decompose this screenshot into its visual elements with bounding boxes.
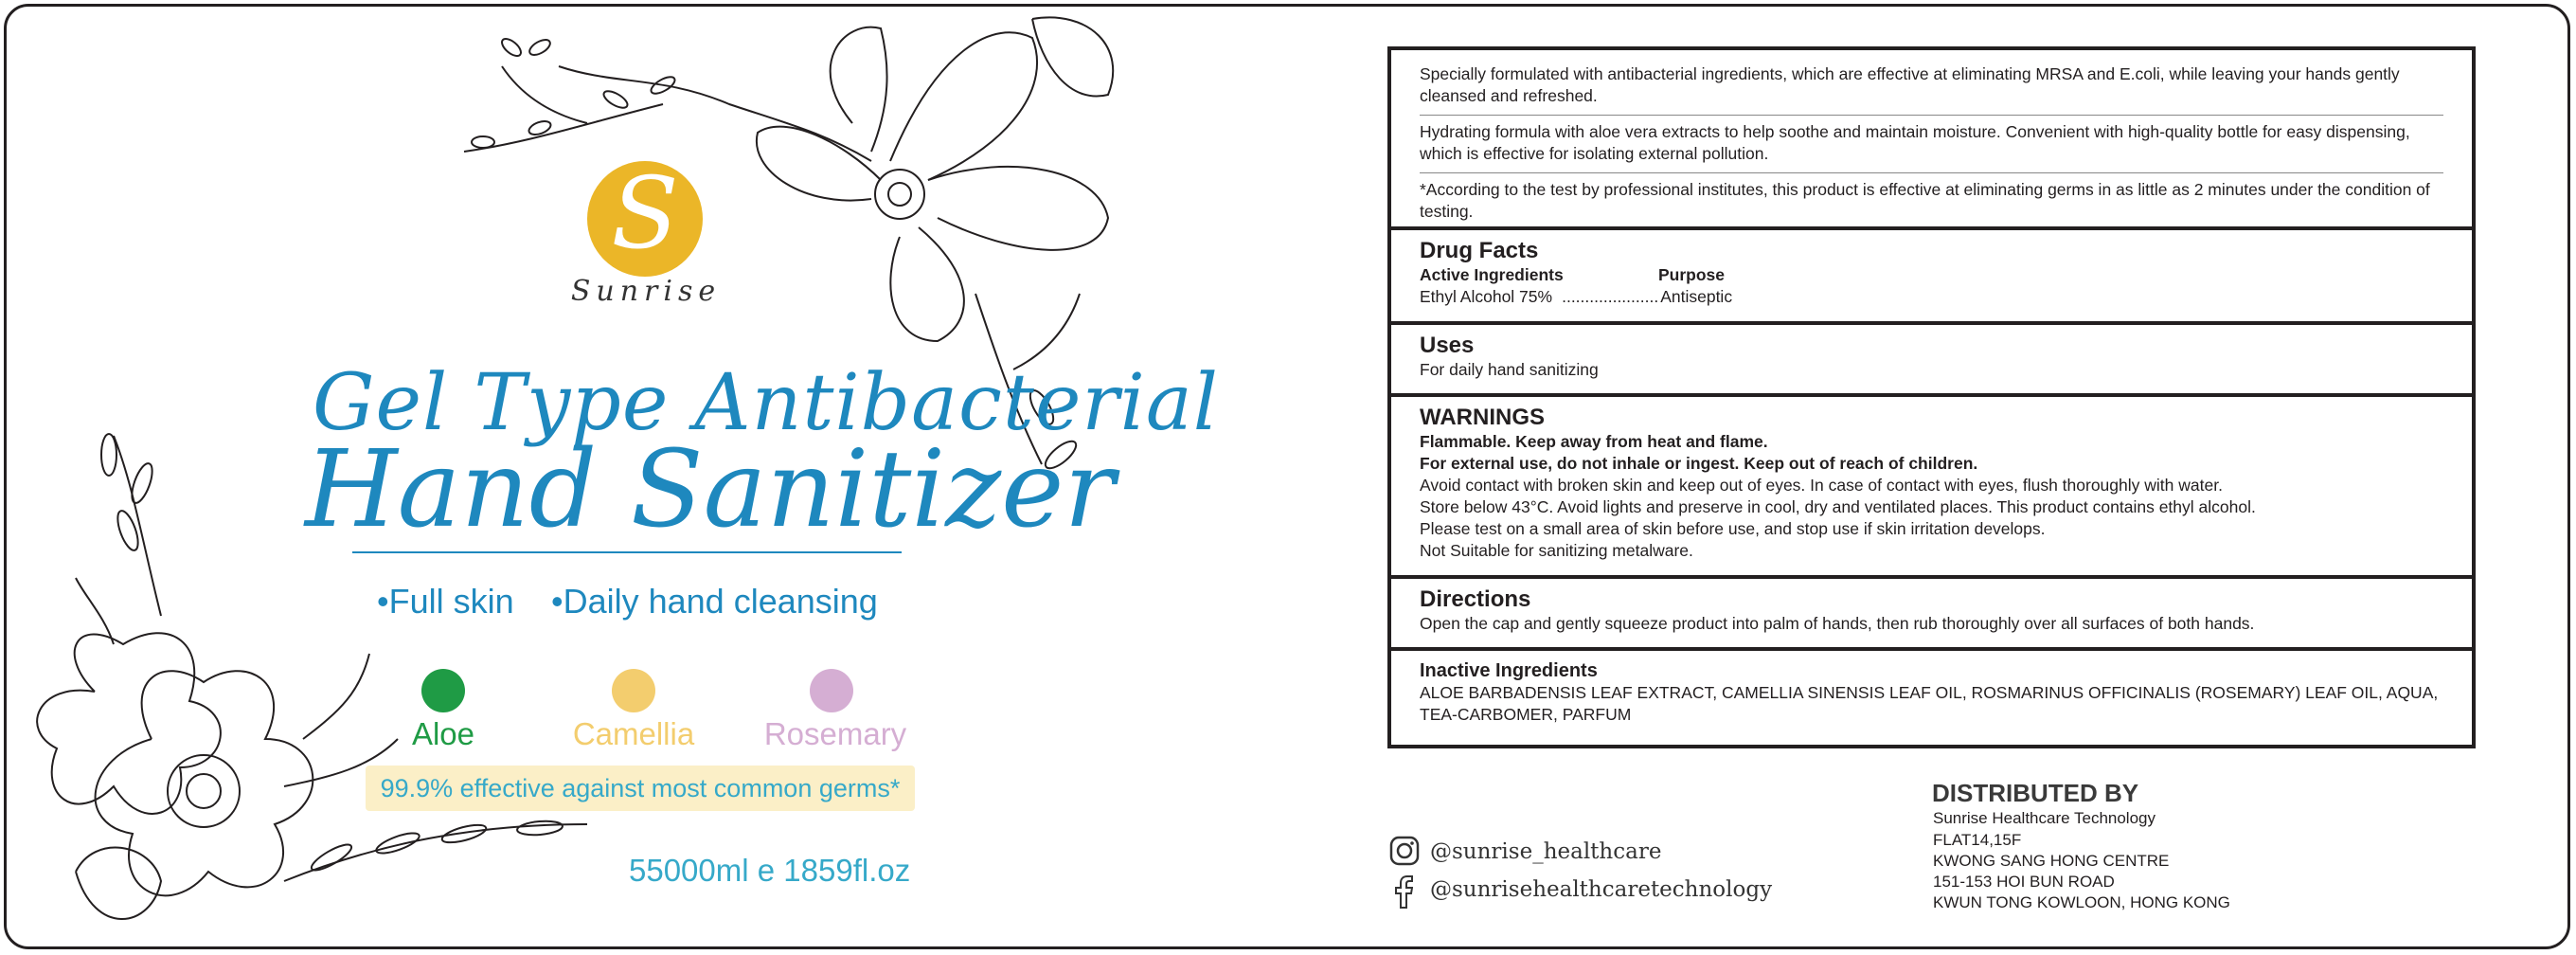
title-divider [352,551,902,553]
directions-heading: Directions [1420,586,1531,612]
warnings-heading: WARNINGS [1420,405,1545,430]
product-volume: 55000ml e 1859fl.oz [629,853,911,888]
product-title-line2: Hand Sanitizer [305,428,1115,551]
warning-flammable: Flammable. Keep away from heat and flame. [1420,432,1768,451]
distributor-address-1: FLAT14,15F [1933,831,2022,849]
warning-line-1: Avoid contact with broken skin and keep out of eyes. In case of contact with eyes, flush thoroughly with water. [1420,476,2223,495]
intro-paragraph-2: Hydrating formula with aloe vera extracts to help soothe and maintain moisture. Convenient with high-quality bottle for easy dispensing, which is effective for isolating external pollution. [1420,122,2410,163]
facebook-handle: @sunrisehealthcaretechnology [1430,877,1773,902]
intro-paragraph-1: Specially formulated with antibacterial ingredients, which are effective at eliminating MRSA and E.coli, while leaving your hands gently cleansed and refreshed. [1420,64,2400,105]
warning-line-2: Store below 43°C. Avoid lights and preserve in cool, dry and ventilated places. This product contains ethyl alcohol. [1420,497,2256,516]
aloe-label: Aloe [411,716,475,751]
intro-divider [1420,115,2443,116]
drug-facts-section [1391,230,2472,325]
distributor-address-4: KWUN TONG KOWLOON, HONG KONG [1933,893,2230,911]
brand-initial: S [611,155,679,271]
aloe-dot [421,669,465,712]
product-title-line1: Gel Type Antibacterial [313,358,1219,448]
warning-line-3: Please test on a small area of skin before use, and stop use if skin irritation develops. [1420,519,2046,538]
directions-text: Open the cap and gently squeeze product into palm of hands, then rub thoroughly over all surfaces of both hands. [1420,614,2255,633]
warning-external-use: For external use, do not inhale or ingest. Keep out of reach of children. [1420,454,1978,473]
instagram-icon [1389,836,1420,866]
brand-logo [587,155,703,277]
rosemary-label: Rosemary [763,716,907,751]
leader-dots: ..................... [1562,287,1659,306]
distributor-address-3: 151-153 HOI BUN ROAD [1933,873,2115,891]
directions-section [1391,579,2472,651]
feature-full-skin: •Full skin [377,582,514,621]
inactive-text: ALOE BARBADENSIS LEAF EXTRACT, CAMELLIA SINENSIS LEAF OIL, ROSMARINUS OFFICINALIS (ROSEMARY) LEAF OIL, AQUA, TEA-CARBOMER, PARFUM [1420,683,2439,724]
efficacy-claim: 99.9% effective against most common germs* [366,766,915,811]
inactive-section [1391,651,2472,745]
intro-divider [1420,172,2443,173]
instagram-handle: @sunrise_healthcare [1430,839,1662,864]
brand-name: Sunrise [570,275,722,308]
inactive-heading: Inactive Ingredients [1420,660,1598,681]
active-ingredients-header: Active Ingredients [1420,265,1564,284]
camellia-label: Camellia [572,716,695,751]
drug-facts-panel [1387,46,2476,748]
facebook-icon [1394,875,1413,910]
distributed-by-heading: DISTRIBUTED BY [1932,779,2139,807]
purpose-value: Antiseptic [1660,287,1733,306]
intro-section [1391,50,2472,230]
warning-line-4: Not Suitable for sanitizing metalware. [1420,541,1693,560]
uses-text: For daily hand sanitizing [1420,360,1599,379]
active-ingredient: Ethyl Alcohol 75% [1420,287,1553,306]
camellia-dot [612,669,655,712]
uses-heading: Uses [1420,333,1475,358]
intro-footnote: *According to the test by professional institutes, this product is effective at eliminating germs in as little as 2 minutes under the condition of testing. [1420,180,2430,221]
rosemary-dot [810,669,853,712]
distributor-company: Sunrise Healthcare Technology [1933,809,2156,827]
feature-daily-cleansing: •Daily hand cleansing [551,582,878,621]
warnings-section [1391,397,2472,579]
drug-facts-heading: Drug Facts [1420,238,1539,263]
uses-section [1391,325,2472,397]
distributor-address-2: KWONG SANG HONG CENTRE [1933,852,2170,870]
purpose-header: Purpose [1658,265,1726,284]
